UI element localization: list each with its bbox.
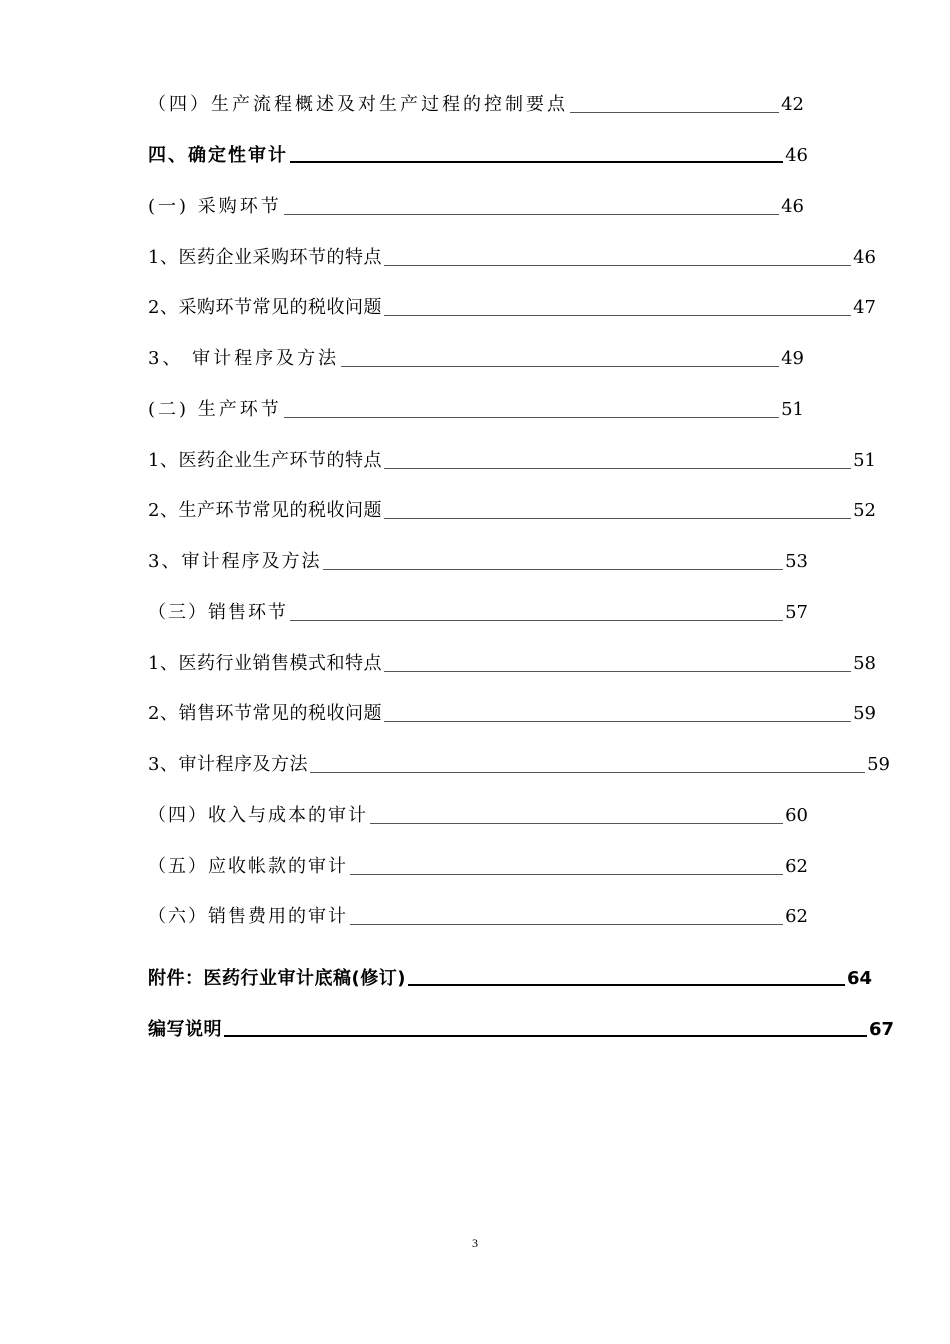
toc-leader-line bbox=[350, 873, 783, 875]
toc-entry[interactable] bbox=[148, 850, 808, 878]
toc-entry-title: 四、确定性审计 bbox=[148, 145, 288, 166]
toc-entry[interactable] bbox=[148, 291, 876, 319]
toc-entry[interactable] bbox=[148, 697, 876, 725]
toc-entry-title: 1、医药企业生产环节的特点 bbox=[148, 450, 382, 471]
toc-entry[interactable] bbox=[148, 139, 808, 167]
toc-entry-title: 2、生产环节常见的税收问题 bbox=[148, 500, 382, 521]
toc-entry[interactable] bbox=[148, 1013, 894, 1041]
toc-entry[interactable] bbox=[148, 190, 804, 218]
toc-entry-title: （四）生产流程概述及对生产过程的控制要点 bbox=[148, 94, 568, 115]
toc-entry-page: 58 bbox=[853, 653, 876, 674]
toc-entry-title: （六）销售费用的审计 bbox=[148, 906, 348, 927]
toc-entry-page: 64 bbox=[846, 968, 872, 989]
toc-entry[interactable] bbox=[148, 545, 808, 573]
toc-leader-line bbox=[284, 416, 779, 418]
toc-entry-page: 62 bbox=[785, 906, 808, 927]
toc-entry-title: （五）应收帐款的审计 bbox=[148, 856, 348, 877]
toc-entry-title: 2、销售环节常见的税收问题 bbox=[148, 703, 382, 724]
toc-entry[interactable] bbox=[148, 647, 876, 675]
toc-leader-line bbox=[310, 771, 865, 773]
toc-entry[interactable] bbox=[148, 962, 872, 990]
toc-entry-title: 1、医药企业采购环节的特点 bbox=[148, 247, 382, 268]
toc-entry-page: 47 bbox=[853, 297, 876, 318]
toc-entry-page: 49 bbox=[781, 348, 804, 369]
toc-leader-line bbox=[341, 365, 779, 367]
toc-entry[interactable] bbox=[148, 900, 808, 928]
toc-leader-line bbox=[384, 467, 851, 469]
toc-leader-line bbox=[284, 213, 779, 215]
toc-leader-line bbox=[384, 670, 851, 672]
toc-entry-title: （三）销售环节 bbox=[148, 602, 288, 623]
toc-entry[interactable] bbox=[148, 241, 876, 269]
toc-entry-page: 60 bbox=[785, 805, 808, 826]
toc-entry-page: 59 bbox=[853, 703, 876, 724]
toc-entry-page: 57 bbox=[785, 602, 808, 623]
toc-leader-line bbox=[323, 568, 783, 570]
toc-leader-line bbox=[384, 517, 851, 519]
toc-entry[interactable] bbox=[148, 748, 890, 776]
toc-entry-title: 3、审计程序及方法 bbox=[148, 754, 308, 775]
toc-leader-line bbox=[290, 160, 783, 163]
toc-entry[interactable] bbox=[148, 444, 876, 472]
toc-entry-page: 51 bbox=[781, 399, 804, 420]
toc-leader-line bbox=[350, 923, 783, 925]
toc-entry-title: 附件：医药行业审计底稿(修订) bbox=[148, 968, 406, 989]
toc-entry-title: 3、审计程序及方法 bbox=[148, 551, 322, 572]
toc-leader-line bbox=[384, 314, 851, 316]
toc-entry-page: 46 bbox=[853, 247, 876, 268]
toc-entry-page: 53 bbox=[785, 551, 808, 572]
toc-entry-page: 42 bbox=[781, 94, 804, 115]
toc-entry-page: 51 bbox=[853, 450, 876, 471]
toc-leader-line bbox=[570, 111, 779, 113]
toc-entry-title: 3、 审计程序及方法 bbox=[148, 348, 340, 369]
toc-leader-line bbox=[224, 1034, 867, 1037]
toc-entry-title: 2、采购环节常见的税收问题 bbox=[148, 297, 382, 318]
toc-entry-page: 46 bbox=[781, 196, 804, 217]
toc-entry-title: 1、医药行业销售模式和特点 bbox=[148, 653, 382, 674]
toc-leader-line bbox=[370, 822, 783, 824]
toc-entry[interactable] bbox=[148, 799, 808, 827]
toc-entry[interactable] bbox=[148, 393, 804, 421]
toc-entry-title: (一) 采购环节 bbox=[148, 196, 282, 217]
toc-entry-page: 67 bbox=[868, 1019, 894, 1040]
toc-entry[interactable] bbox=[148, 494, 876, 522]
toc-leader-line bbox=[290, 619, 783, 621]
toc-entry-page: 62 bbox=[785, 856, 808, 877]
toc-entry-title: 编写说明 bbox=[148, 1019, 222, 1040]
toc-entry[interactable] bbox=[148, 596, 808, 624]
toc-leader-line bbox=[384, 720, 851, 722]
toc-entry[interactable] bbox=[148, 88, 804, 116]
toc-entry-page: 52 bbox=[853, 500, 876, 521]
toc-entry-title: （四）收入与成本的审计 bbox=[148, 805, 368, 826]
toc-entry-page: 46 bbox=[785, 145, 808, 166]
toc-leader-line bbox=[384, 264, 851, 266]
toc-leader-line bbox=[408, 983, 845, 986]
toc-entry[interactable] bbox=[148, 342, 804, 370]
page-number: 3 bbox=[472, 1236, 478, 1250]
toc-entry-title: (二) 生产环节 bbox=[148, 399, 282, 420]
toc-entry-page: 59 bbox=[867, 754, 890, 775]
